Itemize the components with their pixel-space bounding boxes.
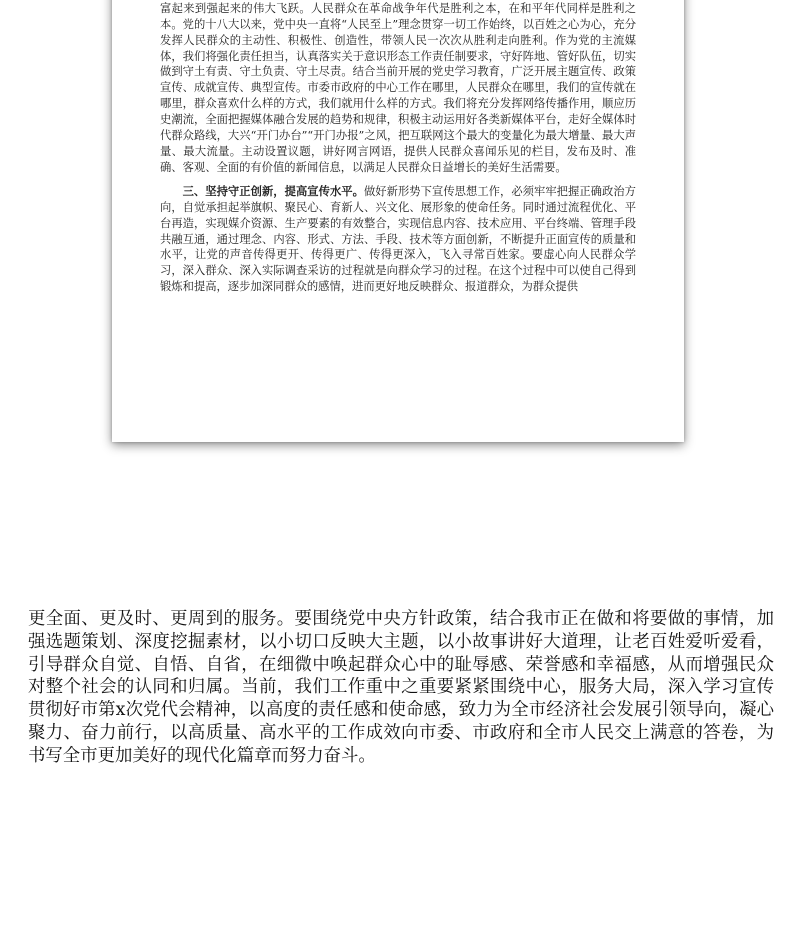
paragraph-section-two-continued: 富起来到强起来的伟大飞跃。人民群众在革命战争年代是胜利之本，在和平年代同样是胜利之本。党的十八大以来，党中央一直将“人民至上”理念贯穿一切工作始终，以百姓之心为心，充分发挥人民群众的主动性、积极性、创造性，带领人民一次次从胜利走向胜利。作为党的主流媒体，我们将强化责任担当，认真落实关于意识形态工作责任制要求，守好阵地、管好队伍，切实做到守土有责、守土负责、守土尽责。结合当前开展的党史学习教育，广泛开展主题宣传、政策宣传、成就宣传、典型宣传。市委市政府的中心工作在哪里，人民群众在哪里，我们的宣传就在哪里，群众喜欢什么样的方式，我们就用什么样的方式。我们将充分发挥网络传播作用，顺应历史潮流，全面把握媒体融合发展的趋势和规律，积极主动运用好各类新媒体平台，走好全媒体时代群众路线，大兴“开门办台”“开门办报”之风，把互联网这个最大的变量化为最大增量、最大声量、最大流量。主动设置议题，讲好网言网语，提供人民群众喜闻乐见的栏目，发布及时、准确、客观、全面的有价值的新闻信息，以满足人民群众日益增长的美好生活需要。 bbox=[160, 1, 636, 174]
document-page-thumbnail bbox=[112, 0, 684, 442]
section-three-body: 做好新形势下宣传思想工作，必须牢牢把握正确政治方向，自觉承担起举旗帜、聚民心、育新人、兴文化、展形象的使命任务。同时通过流程优化、平台再造，实现媒介资源、生产要素的有效整合，实现信息内容、技术应用、平台终端、管理手段共融互通，通过理念、内容、形式、方法、手段、技术等方面创新，不断提升正面宣传的质量和水平，让党的声音传得更开、传得更广、传得更深入，飞入寻常百姓家。要虚心向人民群众学习，深入群众、深入实际调查采访的过程就是向群众学习的过程。在这个过程中可以使自己得到锻炼和提高，逐步加深同群众的感情，进而更好地反映群众、报道群众，为群众提供 bbox=[160, 184, 636, 294]
paragraph-section-three bbox=[160, 184, 636, 295]
continuation-paragraph: 更全面、更及时、更周到的服务。要围绕党中央方针政策，结合我市正在做和将要做的事情，加强选题策划、深度挖掘素材，以小切口反映大主题，以小故事讲好大道理，让老百姓爱听爱看，引导群众自觉、自悟、自省，在细微中唤起群众心中的耻辱感、荣誉感和幸福感，从而增强民众对整个社会的认同和归属。当前，我们工作重中之重要紧紧围绕中心，服务大局，深入学习宣传贯彻好市第x次党代会精神，以高度的责任感和使命感，致力为全市经济社会发展引领导向，凝心聚力、奋力前行，以高质量、高水平的工作成效向市委、市政府和全市人民交上满意的答卷，为书写全市更加美好的现代化篇章而努力奋斗。 bbox=[28, 609, 774, 766]
page-body-text bbox=[160, 0, 636, 295]
continuation-text-block bbox=[28, 608, 774, 768]
section-three-heading: 三、坚持守正创新，提高宣传水平。 bbox=[182, 183, 364, 198]
